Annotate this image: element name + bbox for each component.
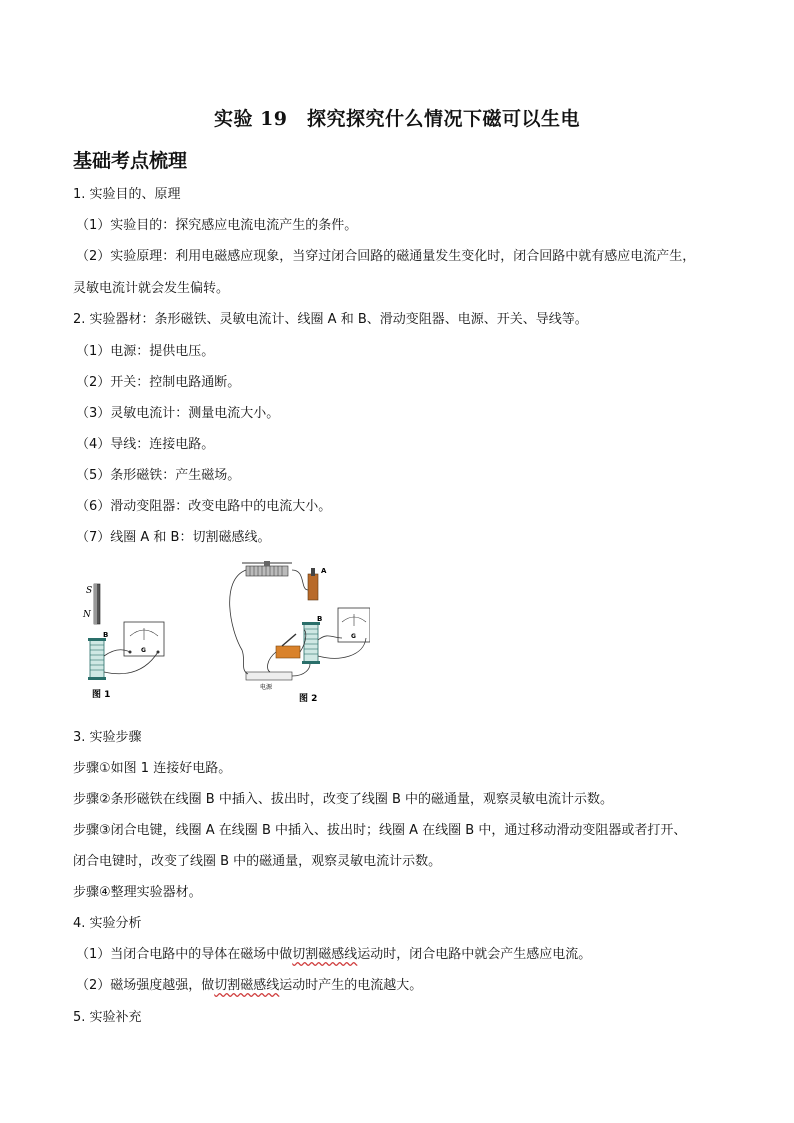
bar-magnet-shade bbox=[94, 584, 97, 624]
page-title: 实验 19 探究探究什么情况下磁可以生电 bbox=[213, 108, 581, 130]
step-1: 步骤①如图 1 连接好电路。 bbox=[73, 761, 232, 776]
figure-1 bbox=[82, 584, 164, 700]
text-line: （2）开关：控制电路通断。 bbox=[76, 375, 241, 390]
analysis-1-term: 切割磁感线 bbox=[292, 947, 358, 962]
analysis-2-text: （2）磁场强度越强，做 bbox=[76, 978, 215, 993]
analysis-1-text-end: 运动时，闭合电路中就会产生感应电流。 bbox=[357, 947, 592, 962]
analysis-line-2 bbox=[76, 977, 422, 995]
meter-g2-label: G bbox=[351, 633, 356, 640]
meter-g-label: G bbox=[141, 647, 146, 654]
coil-b2-icon bbox=[304, 624, 318, 662]
rheostat-icon bbox=[246, 566, 288, 576]
heading-purpose: 1. 实验目的、原理 bbox=[73, 187, 181, 202]
text-line: （7）线圈 A 和 B：切割磁感线。 bbox=[76, 530, 271, 545]
analysis-line-1 bbox=[76, 946, 591, 964]
heading-steps: 3. 实验步骤 bbox=[73, 730, 142, 745]
figure-1-caption: 图 1 bbox=[92, 690, 111, 700]
coil-a-icon bbox=[308, 574, 318, 600]
text-line: （2）实验原理：利用电磁感应现象，当穿过闭合回路的磁通量发生变化时，闭合回路中就有感应电流产生， bbox=[76, 249, 696, 264]
text-line: （1）电源：提供电压。 bbox=[76, 344, 215, 359]
text-line: （5）条形磁铁：产生磁场。 bbox=[76, 468, 241, 483]
coil-a-label: A bbox=[321, 567, 327, 575]
heading-analysis: 4. 实验分析 bbox=[73, 916, 142, 931]
coil-b-label: B bbox=[103, 631, 109, 639]
step-3: 步骤③闭合电键，线圈 A 在线圈 B 中插入、拔出时；线圈 A 在线圈 B 中，通过移动滑动变阻器或者打开、 bbox=[73, 823, 687, 838]
text-line: （3）灵敏电流计：测量电流大小。 bbox=[76, 406, 280, 421]
analysis-2-text-end: 运动时产生的电流越大。 bbox=[279, 978, 423, 993]
pole-n-label: N bbox=[83, 610, 91, 620]
text-line: 灵敏电流计就会发生偏转。 bbox=[73, 281, 230, 296]
step-3-cont: 闭合电键时，改变了线圈 B 中的磁通量，观察灵敏电流计示数。 bbox=[73, 854, 442, 869]
figure-2-caption: 图 2 bbox=[299, 694, 318, 704]
figure-2 bbox=[230, 561, 370, 704]
coil-b-icon bbox=[90, 640, 104, 678]
text-line: （4）导线：连接电路。 bbox=[76, 437, 215, 452]
coil-b2-label: B bbox=[317, 615, 323, 623]
experiment-figures bbox=[70, 560, 370, 710]
switch-icon bbox=[276, 646, 300, 658]
power-supply-icon bbox=[246, 672, 292, 680]
analysis-1-text: （1）当闭合电路中的导体在磁场中做 bbox=[76, 947, 293, 962]
text-line: （6）滑动变阻器：改变电路中的电流大小。 bbox=[76, 499, 332, 514]
heading-supplement: 5. 实验补充 bbox=[73, 1010, 142, 1025]
step-4: 步骤④整理实验器材。 bbox=[73, 885, 202, 900]
step-2: 步骤②条形磁铁在线圈 B 中插入、拔出时，改变了线圈 B 中的磁通量，观察灵敏电流计示数。 bbox=[73, 792, 614, 807]
heading-equipment: 2. 实验器材：条形磁铁、灵敏电流计、线圈 A 和 B、滑动变阻器、电源、开关、导线等。 bbox=[73, 312, 588, 327]
power-label: 电源 bbox=[260, 684, 273, 691]
section-title: 基础考点梳理 bbox=[73, 150, 188, 172]
analysis-2-term: 切割磁感线 bbox=[214, 978, 280, 993]
pole-s-label: S bbox=[86, 586, 93, 596]
text-line: （1）实验目的：探究感应电流电流产生的条件。 bbox=[76, 218, 358, 233]
